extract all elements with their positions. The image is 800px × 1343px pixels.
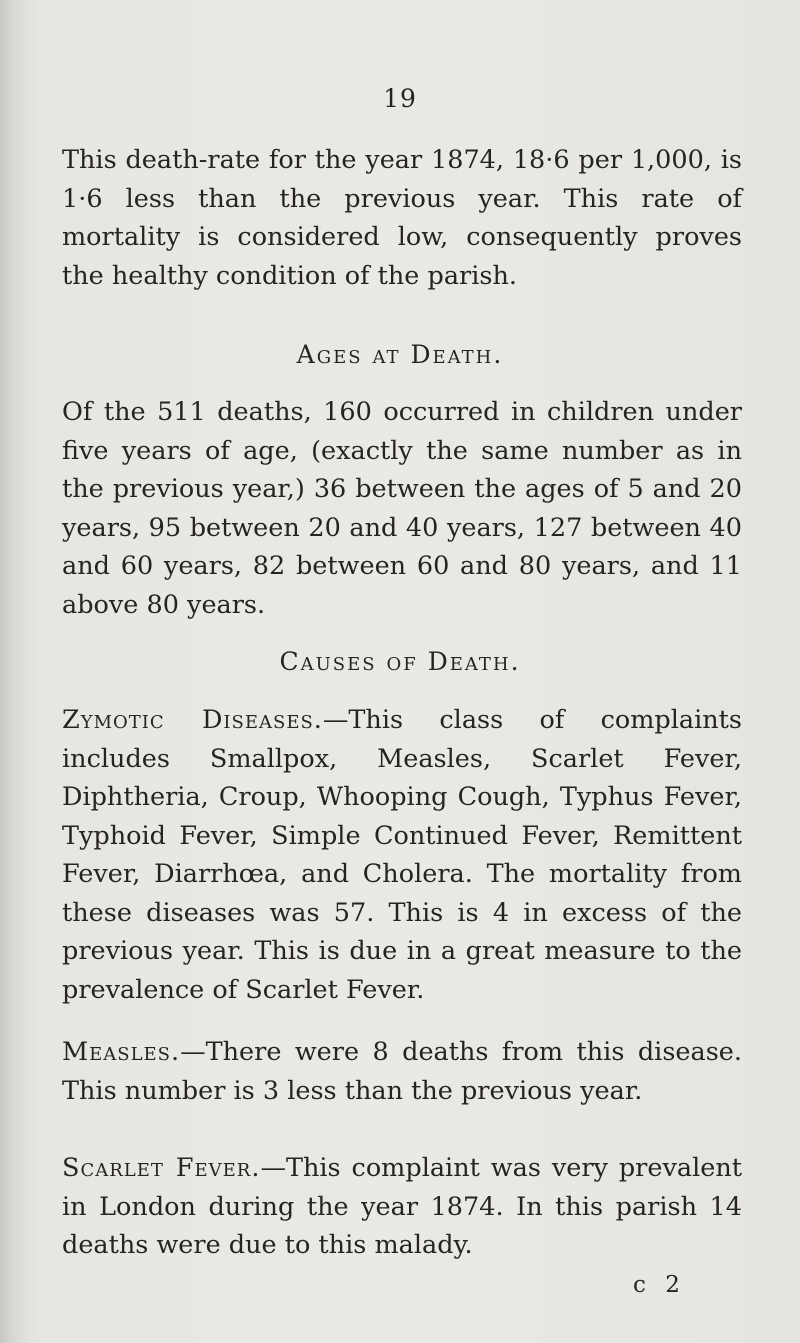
paragraph-death-rate — [62, 141, 742, 295]
scarlet-fever-text: —This complaint was very prevalent in London during the year 1874. In this parish 14 deaths were due to this malady. — [62, 1153, 742, 1260]
paragraph-measles — [62, 1033, 742, 1110]
paragraph-ages — [62, 393, 742, 624]
signature-mark: c 2 — [633, 1272, 686, 1298]
heading-ages-at-death: Ages at Death. — [296, 340, 504, 369]
measles-lead: Measles. — [62, 1037, 181, 1067]
heading-causes-of-death: Causes of Death. — [279, 647, 521, 676]
scarlet-fever-lead: Scarlet Fever. — [62, 1153, 261, 1183]
paragraph-zymotic-diseases — [62, 701, 742, 1009]
page-number: 19 — [383, 84, 417, 113]
paragraph-scarlet-fever — [62, 1149, 742, 1265]
measles-text: —There were 8 deaths from this disease. This number is 3 less than the previous year. — [62, 1037, 742, 1106]
zymotic-text: —This class of complaints includes Smallpox, Measles, Scarlet Fever, Diphtheria, Croup, Whooping Cough, Typhus Fever, Typhoid Fever, Simple Continued Fever, Remittent Fever, Diarrhœa, and Cholera. The mortality from these diseases was 57. This is 4 in excess of the previous year. This is due in a great measure to the prevalence of Scarlet Fever. — [62, 705, 742, 1005]
death-rate-text: This death-rate for the year 1874, 18·6 per 1,000, is 1·6 less than the previous year. This rate of mortality is considered low, consequently proves the healthy condition of the parish. — [62, 145, 742, 291]
ages-text: Of the 511 deaths, 160 occurred in children under five years of age, (exactly the same number as in the previous year,) 36 between the ages of 5 and 20 years, 95 between 20 and 40 years, 127 between 40 and 60 years, 82 between 60 and 80 years, and 11 above 80 years. — [62, 397, 742, 620]
zymotic-lead: Zymotic Diseases. — [62, 705, 323, 735]
